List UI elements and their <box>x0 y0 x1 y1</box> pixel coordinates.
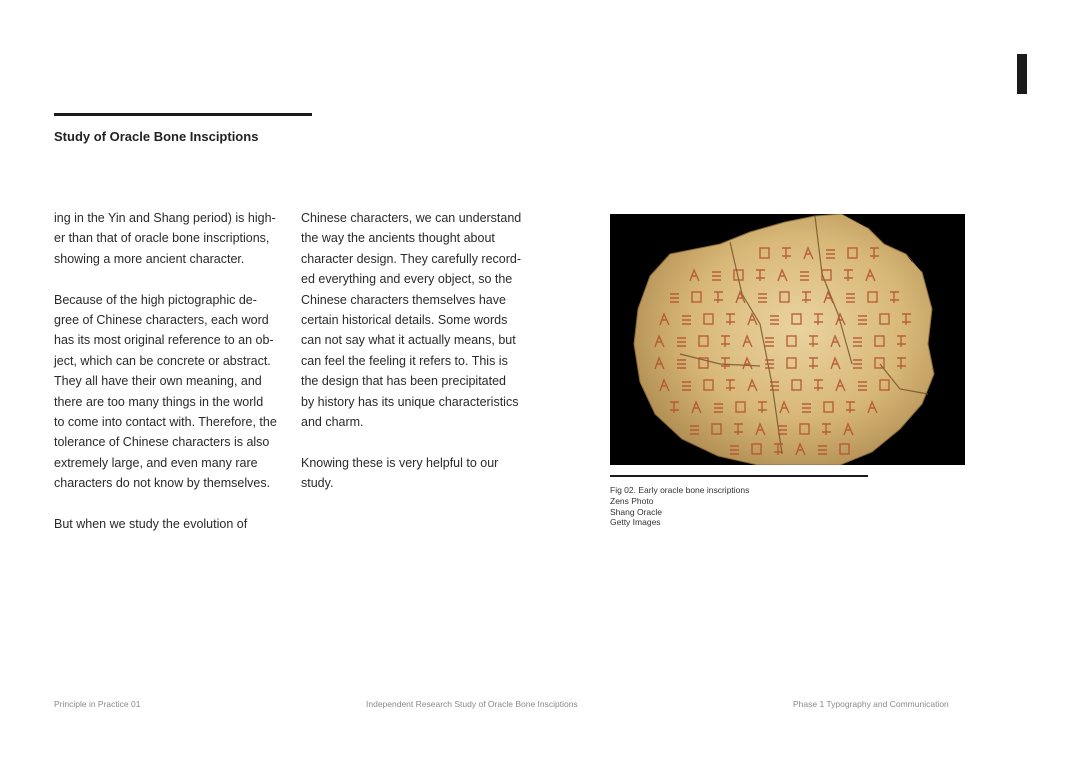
paragraph <box>54 290 290 494</box>
text-line: Chinese characters, we can understand <box>301 211 522 225</box>
text-line: ing in the Yin and Shang period) is high- <box>54 211 276 225</box>
text-line: character design. They carefully record- <box>301 251 522 266</box>
paragraph-gap <box>301 432 537 452</box>
text-column-1 <box>54 208 290 534</box>
text-line: certain historical details. Some words <box>301 312 508 327</box>
caption-line: Zens Photo <box>610 495 654 506</box>
text-line: can not say what it actually means, but <box>301 333 516 348</box>
text-line: Chinese characters themselves have <box>301 292 506 307</box>
caption-rule <box>610 475 868 477</box>
text-line: has its most original reference to an ob- <box>54 333 274 348</box>
text-line: ject, which can be concrete or abstract. <box>54 353 271 368</box>
oracle-bone-photo <box>610 214 965 465</box>
text-line: gree of Chinese characters, each word <box>54 312 269 327</box>
text-line: er than that of oracle bone inscriptions, <box>54 231 270 246</box>
text-line: showing a more ancient character. <box>54 251 245 266</box>
paragraph <box>54 208 290 269</box>
footer-left: Principle in Practice 01 <box>54 699 141 709</box>
text-line: Knowing these is very helpful to our <box>301 455 499 470</box>
paragraph-gap <box>54 493 290 513</box>
paragraph <box>301 208 537 432</box>
text-line: there are too many things in the world <box>54 394 264 409</box>
text-line: But when we study the evolution of <box>54 516 248 531</box>
figure-caption <box>610 485 749 528</box>
text-line: They all have their own meaning, and <box>54 374 262 389</box>
text-line: and charm. <box>301 414 364 429</box>
text-line: characters do not know by themselves. <box>54 476 271 491</box>
text-line: the design that has been precipitated <box>301 374 507 389</box>
page-marker <box>1017 54 1027 94</box>
text-line: to come into contact with. Therefore, the <box>54 414 277 429</box>
caption-line: Getty Images <box>610 517 661 528</box>
footer-right: Phase 1 Typography and Communication <box>793 699 949 709</box>
oracle-bone-image <box>610 214 965 465</box>
caption-line: Fig 02. Early oracle bone inscriptions <box>610 485 750 495</box>
caption-line: Shang Oracle <box>610 506 662 517</box>
text-line: tolerance of Chinese characters is also <box>54 435 270 450</box>
header-rule <box>54 113 312 116</box>
text-line: ed everything and every object, so the <box>301 272 513 287</box>
footer-center: Independent Research Study of Oracle Bone Insciptions <box>366 699 578 709</box>
text-line: the way the ancients thought about <box>301 231 495 246</box>
paragraph-gap <box>54 269 290 289</box>
paragraph <box>54 514 290 534</box>
text-line: extremely large, and even many rare <box>54 455 258 470</box>
text-column-2 <box>301 208 537 493</box>
paragraph <box>301 453 537 494</box>
text-line: can feel the feeling it refers to. This is <box>301 353 508 368</box>
text-line: Because of the high pictographic de- <box>54 292 257 307</box>
text-line: study. <box>301 476 334 491</box>
section-title: Study of Oracle Bone Insciptions <box>54 129 259 144</box>
text-line: by history has its unique characteristics <box>301 394 519 409</box>
